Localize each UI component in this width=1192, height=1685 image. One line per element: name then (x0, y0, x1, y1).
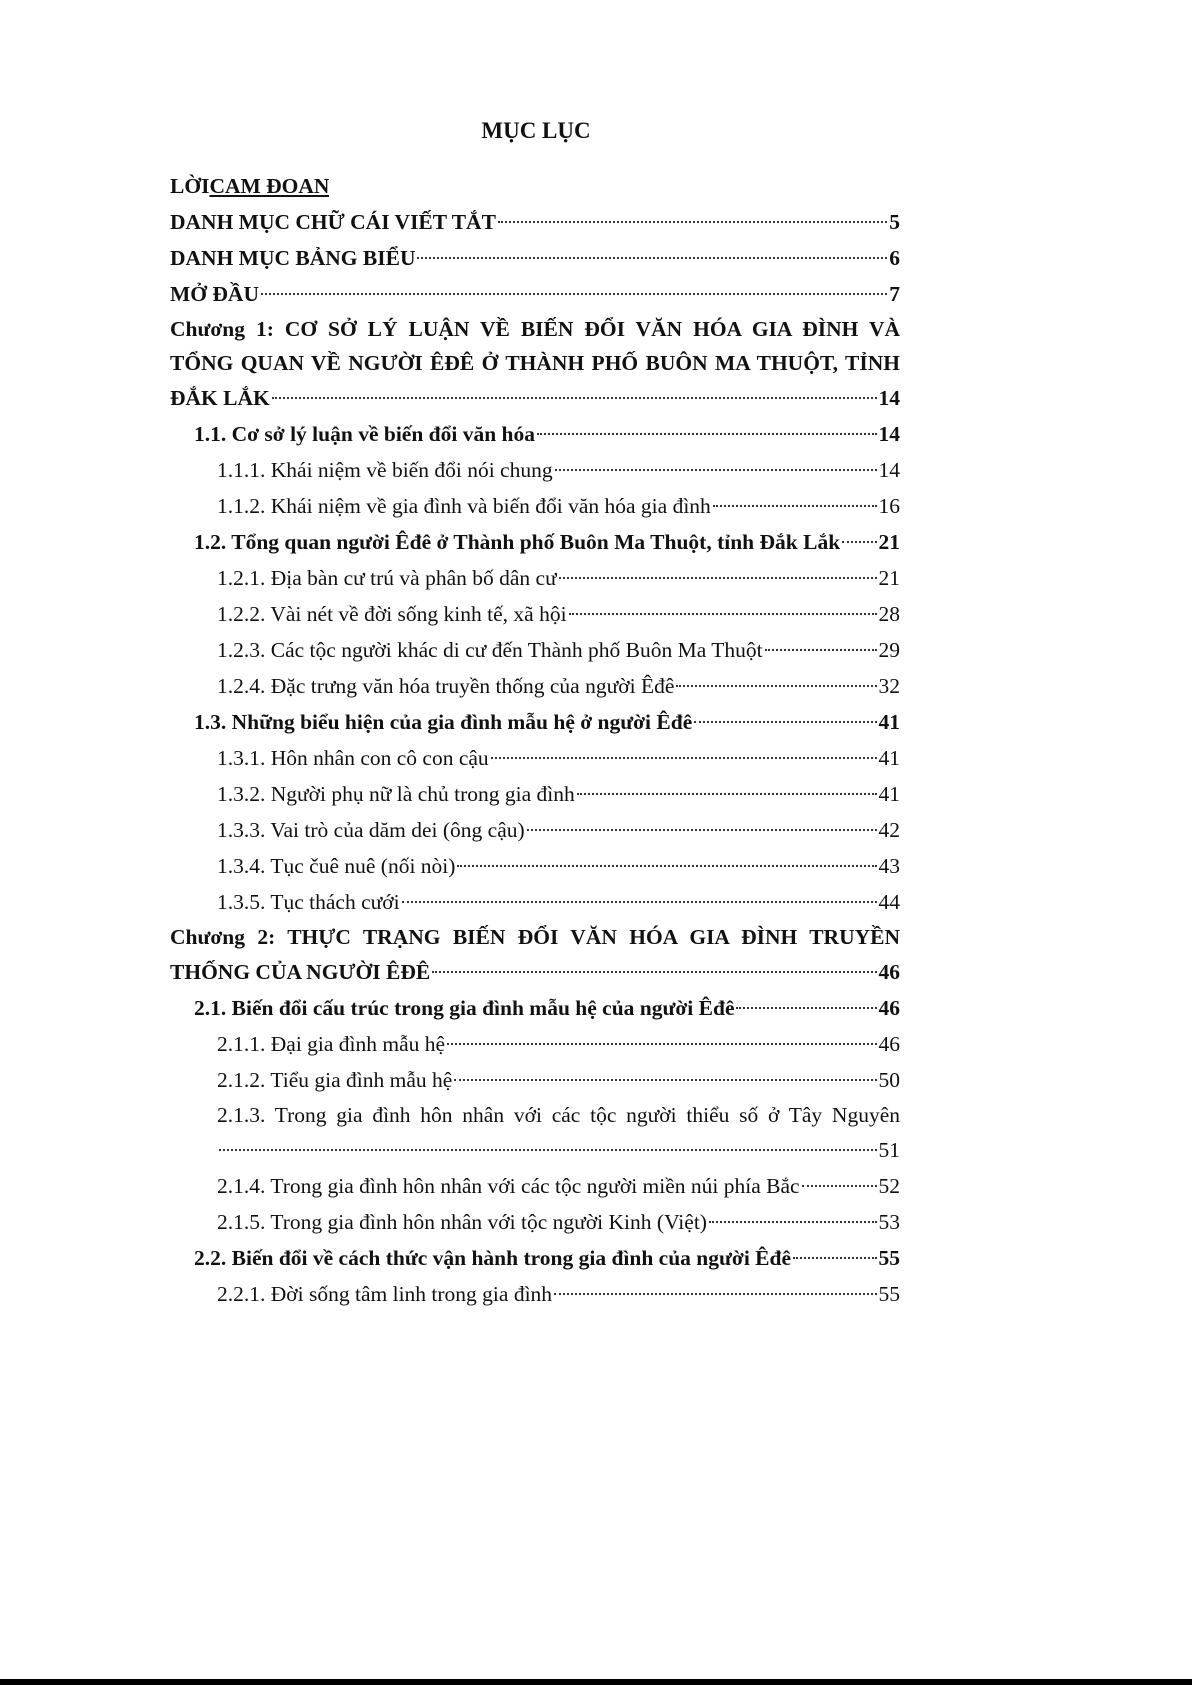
toc-entry-2-1-2[interactable] (170, 1062, 900, 1098)
toc-entry-introduction[interactable] (170, 276, 900, 312)
toc-entry-1-3-2[interactable] (170, 776, 900, 812)
toc-page-number: 16 (878, 494, 900, 518)
toc-page-number: 6 (889, 246, 900, 270)
toc-page-number: 5 (889, 210, 900, 234)
toc-entry-1-3-5[interactable] (170, 884, 900, 920)
chapter-2-line-1: Chương 2: THỰC TRẠNG BIẾN ĐỔI VĂN HÓA GIA ĐÌNH TRUYỀN (170, 925, 900, 949)
toc-page-number: 42 (878, 818, 900, 842)
dot-leader (559, 577, 877, 579)
toc-entry-text: 1.1.2. Khái niệm về gia đình và biến đổi văn hóa gia đình (217, 494, 711, 518)
dot-leader (498, 221, 887, 223)
toc-page-number: 14 (878, 422, 900, 446)
toc-entry-text: 1.2.2. Vài nét về đời sống kinh tế, xã hội (217, 602, 567, 626)
toc-entry-text: 1.2.4. Đặc trưng văn hóa truyền thống của người Êđê (217, 674, 675, 698)
toc-entry-1-2-1[interactable] (170, 560, 900, 596)
toc-entry-text: 1.3.1. Hôn nhân con cô con cậu (217, 746, 489, 770)
toc-page-number: 46 (878, 996, 900, 1020)
dot-leader (417, 257, 887, 259)
page-title: MỤC LỤC (481, 118, 591, 143)
toc-entry-text: 2.2. Biến đổi về cách thức vận hành trong gia đình của người Êđê (194, 1246, 792, 1270)
toc-entry-1-2-4[interactable] (170, 668, 900, 704)
toc-entry-text: 1.2.3. Các tộc người khác di cư đến Thành phố Buôn Ma Thuột (217, 638, 763, 662)
toc-entry-2-1-5[interactable] (170, 1204, 900, 1240)
toc-entry-chapter-2[interactable] (170, 920, 900, 990)
toc-entry-abbreviations[interactable] (170, 204, 900, 240)
page-bottom-border (0, 1679, 1192, 1685)
toc-page-number: 44 (878, 890, 900, 914)
dot-leader (454, 1079, 876, 1081)
toc-page-number: 14 (878, 386, 900, 410)
dot-leader (537, 433, 876, 435)
toc-entry-1-3-1[interactable] (170, 740, 900, 776)
toc-page-number: 43 (878, 854, 900, 878)
chapter-1-line-1: Chương 1: CƠ SỞ LÝ LUẬN VỀ BIẾN ĐỔI VĂN HÓA GIA ĐÌNH VÀ (170, 317, 900, 341)
dot-leader (709, 1221, 877, 1223)
dot-leader (219, 1149, 877, 1151)
toc-page-number: 41 (878, 782, 900, 806)
toc-entry-text: 1.1. Cơ sở lý luận về biến đổi văn hóa (194, 422, 536, 446)
toc-entry-text: DANH MỤC BẢNG BIỂU (170, 246, 416, 270)
toc-page-number: 41 (878, 746, 900, 770)
dot-leader (261, 293, 887, 295)
toc-page-number: 32 (878, 674, 900, 698)
toc-entry-text: 2.1.2. Tiểu gia đình mẫu hệ (217, 1068, 453, 1092)
dot-leader (713, 505, 877, 507)
dot-leader (555, 469, 877, 471)
chapter-1-line-2: TỔNG QUAN VỀ NGƯỜI ÊĐÊ Ở THÀNH PHỐ BUÔN MA THUỘT, TỈNH (170, 351, 900, 375)
toc-entry-1-2[interactable] (170, 524, 900, 560)
toc-entry-text: 1.3. Những biểu hiện của gia đình mẫu hệ ở người Êđê (194, 710, 693, 734)
dot-leader (842, 541, 876, 543)
toc-entry-text: 1.2. Tổng quan người Êđê ở Thành phố Buôn Ma Thuột, tỉnh Đắk Lắk (194, 530, 841, 554)
toc-entry-1-1-2[interactable] (170, 488, 900, 524)
toc-entry-2-2[interactable] (170, 1240, 900, 1276)
dot-leader (736, 1007, 876, 1009)
toc-entry-text: 1.3.3. Vai trò của dăm dei (ông cậu) (217, 818, 525, 842)
dot-leader (793, 1257, 876, 1259)
dot-leader (694, 721, 876, 723)
toc-entry-2-1[interactable] (170, 990, 900, 1026)
toc-entry-1-3-4[interactable] (170, 848, 900, 884)
dot-leader (765, 649, 877, 651)
toc-page-number: 14 (878, 458, 900, 482)
toc-entry-text: 1.3.4. Tục čuê nuê (nối nòi) (217, 854, 456, 878)
toc-page-number: 29 (878, 638, 900, 662)
toc-entry-text: 2.1. Biến đổi cấu trúc trong gia đình mẫu hệ của người Êđê (194, 996, 735, 1020)
dot-leader (676, 685, 876, 687)
toc-entry-1-1-1[interactable] (170, 452, 900, 488)
toc-entry-text: 2.1.3. Trong gia đình hôn nhân với các tộc người thiểu số ở Tây Nguyên (217, 1103, 900, 1127)
toc-page-number: 41 (878, 710, 900, 734)
toc-page-number: 7 (889, 282, 900, 306)
dot-leader (554, 1293, 876, 1295)
toc-page-number: 28 (878, 602, 900, 626)
toc-entry-text: 2.1.4. Trong gia đình hôn nhân với các tộc người miền núi phía Bắc (217, 1174, 800, 1198)
toc-entry-text: 1.3.5. Tục thách cưới (217, 890, 400, 914)
dot-leader (802, 1185, 877, 1187)
toc-entry-text: 2.2.1. Đời sống tâm linh trong gia đình (217, 1282, 553, 1306)
toc-entry-1-3[interactable] (170, 704, 900, 740)
toc-page-number: 46 (878, 960, 900, 984)
dot-leader (402, 901, 877, 903)
toc-entry-text: 1.2.1. Địa bàn cư trú và phân bố dân cư (217, 566, 557, 590)
toc-entry-1-1[interactable] (170, 416, 900, 452)
chapter-1-line-3: ĐẮK LẮK (170, 386, 270, 410)
toc-entry-1-3-3[interactable] (170, 812, 900, 848)
toc-entry-2-2-1[interactable] (170, 1276, 900, 1312)
toc-entry-text: 1.1.1. Khái niệm về biến đổi nói chung (217, 458, 553, 482)
toc-page-number: 50 (878, 1068, 900, 1092)
dot-leader (491, 757, 877, 759)
toc-page-number: 46 (878, 1032, 900, 1056)
dot-leader (447, 1043, 876, 1045)
toc-entry-chapter-1[interactable] (170, 312, 900, 416)
dot-leader (577, 793, 877, 795)
toc-page-number: 21 (878, 566, 900, 590)
toc-page-number: 55 (878, 1282, 900, 1306)
dot-leader (569, 613, 877, 615)
dot-leader (527, 829, 877, 831)
toc-entry-1-2-3[interactable] (170, 632, 900, 668)
toc-page-number: 21 (878, 530, 900, 554)
toc-commitment-rest: CAM ĐOAN (209, 174, 330, 198)
table-of-contents (170, 168, 900, 1312)
dot-leader (272, 397, 877, 399)
toc-entry-2-1-4[interactable] (170, 1168, 900, 1204)
toc-entry-tables[interactable] (170, 240, 900, 276)
dot-leader (457, 865, 876, 867)
toc-page-number: 51 (878, 1138, 900, 1162)
toc-entry-text: DANH MỤC CHỮ CÁI VIẾT TẮT (170, 210, 496, 234)
dot-leader (432, 971, 876, 973)
toc-entry-1-2-2[interactable] (170, 596, 900, 632)
toc-entry-2-1-1[interactable] (170, 1026, 900, 1062)
toc-commitment-prefix: LỜI (170, 174, 210, 198)
toc-entry-text: MỞ ĐẦU (170, 282, 259, 306)
toc-entry-2-1-3[interactable] (170, 1098, 900, 1168)
toc-page-number: 53 (878, 1210, 900, 1234)
toc-entry-text: 2.1.5. Trong gia đình hôn nhân với tộc người Kinh (Việt) (217, 1210, 707, 1234)
toc-entry-commitment[interactable] (170, 168, 900, 204)
toc-page-number: 52 (878, 1174, 900, 1198)
toc-page-number: 55 (878, 1246, 900, 1270)
toc-entry-text: 1.3.2. Người phụ nữ là chủ trong gia đình (217, 782, 575, 806)
chapter-2-line-2: THỐNG CỦA NGƯỜI ÊĐÊ (170, 960, 431, 984)
toc-entry-text: 2.1.1. Đại gia đình mẫu hệ (217, 1032, 446, 1056)
